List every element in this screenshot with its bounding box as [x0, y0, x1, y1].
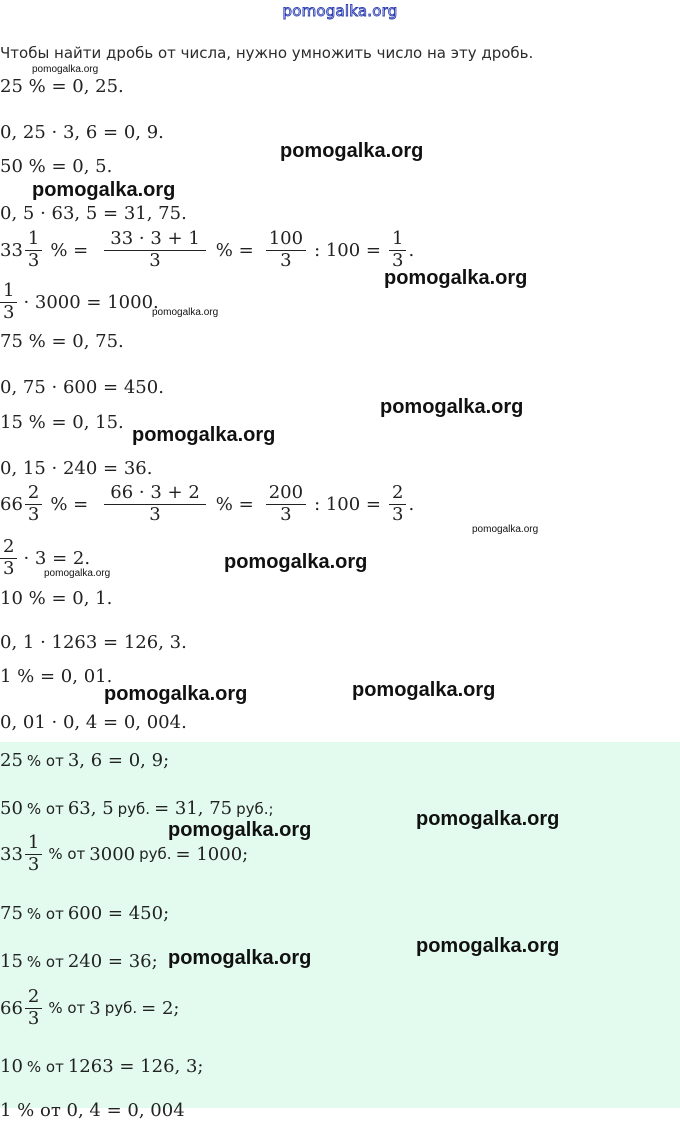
watermark: pomogalka.org — [44, 568, 111, 579]
division: : 100 = — [314, 239, 382, 261]
watermark: pomogalka.org — [384, 267, 528, 289]
watermark: pomogalka.org — [416, 808, 560, 830]
percent-equals: % = — [215, 239, 254, 261]
fraction: $\frac{200}{3}$ — [266, 484, 306, 525]
fraction: $\frac{2}{3}$ — [25, 484, 42, 525]
fraction: $\frac{1}{3}$ — [25, 834, 42, 875]
fraction: $\frac{100}{3}$ — [266, 230, 306, 271]
fraction: $\frac{1}{3}$ — [0, 282, 17, 323]
fraction: $\frac{1}{3}$ — [389, 230, 406, 271]
watermark: pomogalka.org — [132, 424, 276, 446]
solution-line-3: 50 % = 0, 5. — [0, 156, 113, 177]
period: . — [408, 239, 415, 261]
percent-equals: % = — [215, 493, 254, 515]
solution-line-11 — [0, 484, 414, 525]
solution-line-6 — [0, 282, 159, 323]
solution-line-4: 0, 5 · 63, 5 = 31, 75. — [0, 203, 187, 224]
period: . — [408, 493, 415, 515]
solution-line-14: 0, 1 · 1263 = 126, 3. — [0, 632, 187, 653]
watermark: pomogalka.org — [224, 551, 368, 573]
solution-line-10: 0, 15 · 240 = 36. — [0, 458, 153, 479]
solution-line-9: 15 % = 0, 15. — [0, 412, 124, 433]
mixed-whole: 33 — [0, 239, 23, 261]
fraction: $\frac{2}{3}$ — [0, 538, 17, 579]
site-watermark-header: pomogalka.org — [282, 2, 398, 20]
answer-panel — [0, 742, 680, 1108]
watermark: pomogalka.org — [152, 307, 219, 318]
solution-line-2: 0, 25 · 3, 6 = 0, 9. — [0, 122, 164, 143]
solution-line-5 — [0, 230, 414, 271]
fraction: $\frac{33 \cdot 3 + 1}{3}$ — [104, 230, 206, 271]
fraction: $\frac{2}{3}$ — [389, 484, 406, 525]
solution-line-1: 25 % = 0, 25. — [0, 76, 124, 97]
answer-line-3: 33 $\frac{1}{3}$ % от 3000 руб. = 1000; — [0, 832, 249, 875]
answer-line-1: 25 % от 3, 6 = 0, 9; — [0, 750, 170, 771]
expression: · 3 = 2. — [23, 547, 91, 569]
watermark: pomogalka.org — [472, 524, 539, 535]
division: : 100 = — [314, 493, 382, 515]
watermark: pomogalka.org — [32, 64, 99, 75]
mixed-whole: 66 — [0, 493, 23, 515]
percent-equals: % = — [50, 493, 89, 515]
answer-line-6: 66 $\frac{2}{3}$ % от 3 руб. = 2; — [0, 986, 180, 1029]
watermark: pomogalka.org — [104, 683, 248, 705]
fraction: $\frac{66 \cdot 3 + 2}{3}$ — [104, 484, 206, 525]
expression: · 3000 = 1000. — [23, 291, 159, 313]
fraction: $\frac{1}{3}$ — [25, 230, 42, 271]
solution-line-8: 0, 75 · 600 = 450. — [0, 377, 164, 398]
solution-line-15: 1 % = 0, 01. — [0, 666, 113, 687]
answer-line-2: 50 % от 63, 5 руб. = 31, 75 руб.; — [0, 798, 274, 819]
watermark: pomogalka.org — [416, 935, 560, 957]
intro-text: Чтобы найти дробь от числа, нужно умножить число на эту дробь. — [0, 44, 534, 62]
watermark: pomogalka.org — [168, 947, 312, 969]
watermark: pomogalka.org — [168, 819, 312, 841]
watermark: pomogalka.org — [32, 179, 176, 201]
answer-line-5: 15 % от 240 = 36; — [0, 951, 158, 972]
answer-line-4: 75 % от 600 = 450; — [0, 903, 170, 924]
answer-line-7: 10 % от 1263 = 126, 3; — [0, 1056, 204, 1077]
solution-line-16: 0, 01 · 0, 4 = 0, 004. — [0, 712, 187, 733]
solution-line-7: 75 % = 0, 75. — [0, 331, 124, 352]
fraction: $\frac{2}{3}$ — [25, 988, 42, 1029]
watermark: pomogalka.org — [280, 140, 424, 162]
watermark: pomogalka.org — [352, 679, 496, 701]
answer-line-8: 1 % от 0, 4 = 0, 004 — [0, 1100, 185, 1121]
solution-line-13: 10 % = 0, 1. — [0, 588, 113, 609]
watermark: pomogalka.org — [380, 396, 524, 418]
percent-equals: % = — [50, 239, 89, 261]
